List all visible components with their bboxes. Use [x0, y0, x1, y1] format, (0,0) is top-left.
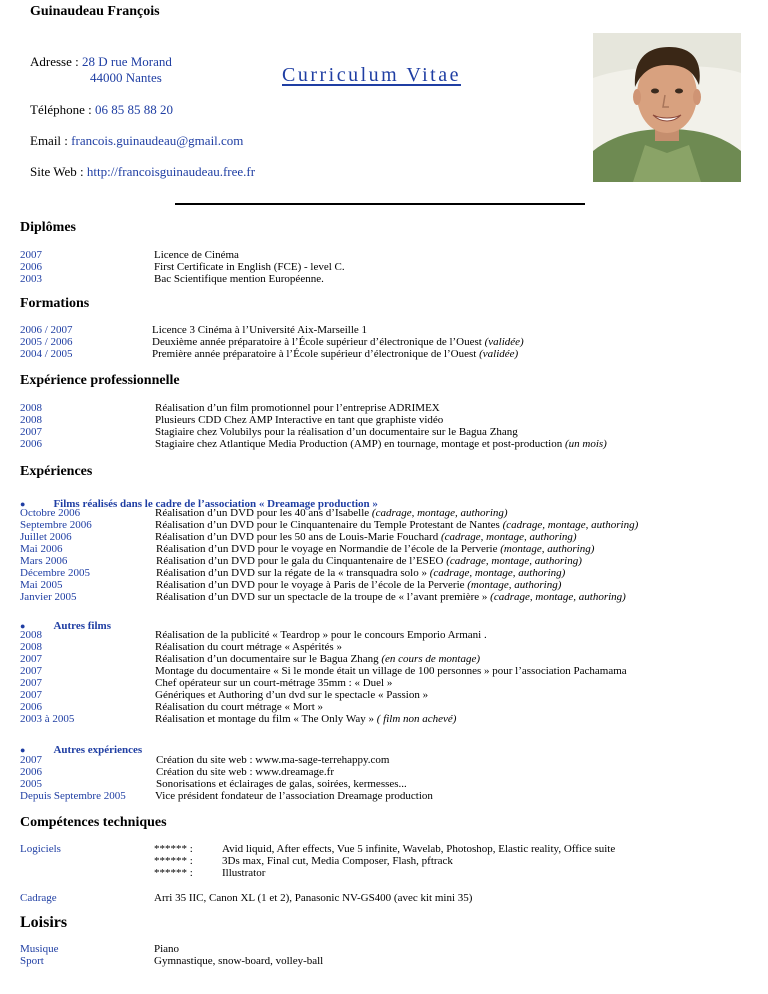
- phone-line: [30, 102, 173, 118]
- item-date: Octobre 2006: [20, 507, 81, 519]
- item-note: (validée): [479, 348, 519, 360]
- item-date: Mai 2005: [20, 579, 63, 591]
- item-label: Logiciels: [20, 843, 61, 855]
- item-note: (cadrage, montage, authoring): [490, 591, 626, 603]
- item-date: 2006: [20, 438, 42, 450]
- item-text: Vice président fondateur de l’association Dreamage production: [155, 790, 433, 802]
- item-date: 2008: [20, 629, 42, 641]
- item-date: 2007: [20, 754, 42, 766]
- item-text: Réalisation d’un DVD pour le voyage à Paris de l’école de la Perverie: [156, 579, 468, 591]
- item-text: Avid liquid, After effects, Vue 5 infinite, Wavelab, Photoshop, Elastic reality, Office suite: [222, 843, 616, 855]
- item-text: Arri 35 IIC, Canon XL (1 et 2), Panasonic NV-GS400 (avec kit mini 35): [154, 892, 473, 904]
- item-date: 2007: [20, 689, 42, 701]
- item-date: 2006: [20, 766, 42, 778]
- section-title-formations: Formations: [20, 296, 90, 311]
- item-date: Juillet 2006: [20, 531, 72, 543]
- phone-label: Téléphone :: [30, 102, 95, 117]
- item-text: Réalisation du court métrage « Aspérités »: [155, 641, 342, 653]
- skill-level: ****** :: [154, 867, 193, 879]
- website-line: [30, 164, 255, 180]
- item-text: Réalisation d’un DVD sur la régate de la « transquadra solo »: [156, 567, 430, 579]
- item-text: Piano: [154, 943, 180, 955]
- address-street: 28 D rue Morand: [82, 54, 172, 69]
- skill-level: ****** :: [154, 843, 193, 855]
- item-text: Bac Scientifique mention Européenne.: [154, 273, 324, 285]
- skill-level: ****** :: [154, 855, 193, 867]
- item-text: Réalisation d’un DVD pour les 50 ans de Louis-Marie Fouchard: [155, 531, 441, 543]
- item-text: Licence de Cinéma: [154, 249, 239, 261]
- item-note: (montage, authoring): [500, 543, 595, 555]
- item-date: 2007: [20, 249, 42, 261]
- item-label: Musique: [20, 943, 59, 955]
- item-text: Réalisation de la publicité « Teardrop » pour le concours Emporio Armani .: [155, 629, 487, 641]
- item-date: 2006: [20, 261, 42, 273]
- item-text: Réalisation d’un documentaire sur le Bagua Zhang: [155, 653, 382, 665]
- item-date: 2007: [20, 665, 42, 677]
- website-link[interactable]: http://francoisguinaudeau.free.fr: [86, 164, 256, 179]
- item-text: Réalisation d’un DVD pour les 40 ans d’Isabelle: [155, 507, 372, 519]
- item-date: 2004 / 2005: [20, 348, 73, 360]
- item-text: Gymnastique, snow-board, volley-ball: [154, 955, 324, 967]
- section-title-competences: Compétences techniques: [20, 815, 167, 830]
- bullet-icon: ●: [20, 745, 26, 755]
- item-text: First Certificate in English (FCE) - level C.: [154, 261, 345, 273]
- item-date: Septembre 2006: [20, 519, 92, 531]
- item-text: Illustrator: [222, 867, 266, 879]
- address-line-1: [30, 54, 172, 70]
- item-text: Première année préparatoire à l’École supérieur d’électronique de l’Ouest: [152, 348, 480, 360]
- item-date: Depuis Septembre 2005: [20, 790, 126, 802]
- item-date: Mai 2006: [20, 543, 63, 555]
- item-date: Janvier 2005: [20, 591, 77, 603]
- bullet-icon: ●: [20, 621, 26, 631]
- item-text: Deuxième année préparatoire à l’École supérieur d’électronique de l’Ouest: [152, 336, 485, 348]
- item-note: (cadrage, montage, authoring): [429, 567, 566, 579]
- item-label: Cadrage: [20, 892, 57, 904]
- item-date: 2003: [20, 273, 42, 285]
- address-label: Adresse :: [30, 54, 82, 69]
- item-date: 2007: [20, 677, 42, 689]
- phone-number: 06 85 85 88 20: [94, 102, 173, 117]
- subsection-title: Autres films: [53, 620, 111, 632]
- item-text: 3Ds max, Final cut, Media Composer, Flash, pftrack: [222, 855, 453, 867]
- item-text: Réalisation du court métrage « Mort »: [155, 701, 324, 713]
- item-note: (cadrage, montage, authoring): [440, 531, 577, 543]
- email-link[interactable]: francois.guinaudeau@gmail.com: [71, 133, 244, 148]
- section-title-experience-pro: Expérience professionnelle: [20, 373, 180, 388]
- item-text: Réalisation d’un DVD sur un spectacle de la troupe de « l’avant première »: [156, 591, 491, 603]
- item-note: (cadrage, montage, authoring): [502, 519, 639, 531]
- item-note: ( film non achevé): [376, 713, 457, 725]
- item-text: Plusieurs CDD Chez AMP Interactive en tant que graphiste vidéo: [155, 414, 444, 426]
- item-date: 2008: [20, 414, 42, 426]
- candidate-name: Guinaudeau François: [30, 4, 160, 19]
- item-note: (en cours de montage): [381, 653, 481, 665]
- item-text: Montage du documentaire « Si le monde était un village de 100 personnes » pour l’association Pachamama: [155, 665, 627, 677]
- email-label: Email :: [30, 133, 72, 148]
- item-text: Réalisation et montage du film « The Only Way »: [155, 713, 377, 725]
- item-date: 2007: [20, 653, 42, 665]
- item-note: (cadrage, montage, authoring): [371, 507, 508, 519]
- bullet-icon: ●: [20, 499, 26, 509]
- email-line: [30, 133, 243, 149]
- item-date: Décembre 2005: [20, 567, 90, 579]
- subsection-title: Films réalisés dans le cadre de l’association « Dreamage production »: [53, 498, 378, 510]
- section-title-loisirs: Loisirs: [20, 914, 68, 931]
- profile-photo: [593, 33, 741, 182]
- item-text: Chef opérateur sur un court-métrage 35mm : « Duel »: [155, 677, 393, 689]
- section-title-diplomes: Diplômes: [20, 220, 76, 235]
- cv-title: Curriculum Vitae: [282, 64, 461, 86]
- item-text: Stagiaire chez Volubilys pour la réalisation d’un documentaire sur le Bagua Zhang: [155, 426, 518, 438]
- item-text: Réalisation d’un DVD pour le gala du Cinquantenaire de l’ESEO: [156, 555, 447, 567]
- item-date: 2005 / 2006: [20, 336, 73, 348]
- item-date: 2005: [20, 778, 42, 790]
- item-text: Licence 3 Cinéma à l’Université Aix-Marseille 1: [152, 324, 368, 336]
- item-text: Génériques et Authoring d’un dvd sur le spectacle « Passion »: [155, 689, 429, 701]
- item-text: Stagiaire chez Atlantique Media Production (AMP) en tournage, montage et post-production: [155, 438, 565, 450]
- item-text: Sonorisations et éclairages de galas, soirées, kermesses...: [156, 778, 407, 790]
- item-text: Réalisation d’un DVD pour le voyage en Normandie de l’école de la Perverie: [156, 543, 501, 555]
- section-title-experiences: Expériences: [20, 464, 93, 479]
- item-date: 2003 à 2005: [20, 713, 75, 725]
- item-date: 2008: [20, 641, 42, 653]
- item-text: Création du site web : www.dreamage.fr: [156, 766, 334, 778]
- item-text: Création du site web : www.ma-sage-terrehappy.com: [156, 754, 390, 766]
- item-text: Réalisation d’un DVD pour le Cinquantenaire du Temple Protestant de Nantes: [155, 519, 503, 531]
- item-note: (un mois): [564, 438, 607, 450]
- item-date: Mars 2006: [20, 555, 68, 567]
- header-divider: [175, 203, 585, 205]
- item-date: 2006 / 2007: [20, 324, 73, 336]
- item-note: (cadrage, montage, authoring): [446, 555, 582, 567]
- item-date: 2006: [20, 701, 42, 713]
- address-city: 44000 Nantes: [90, 70, 162, 85]
- website-label: Site Web :: [30, 164, 87, 179]
- item-date: 2007: [20, 426, 42, 438]
- item-note: (validée): [484, 336, 524, 348]
- item-date: 2008: [20, 402, 42, 414]
- subsection-title: Autres expériences: [53, 744, 143, 756]
- item-text: Réalisation d’un film promotionnel pour l’entreprise ADRIMEX: [155, 402, 440, 414]
- item-note: (montage, authoring): [467, 579, 562, 591]
- item-label: Sport: [20, 955, 44, 967]
